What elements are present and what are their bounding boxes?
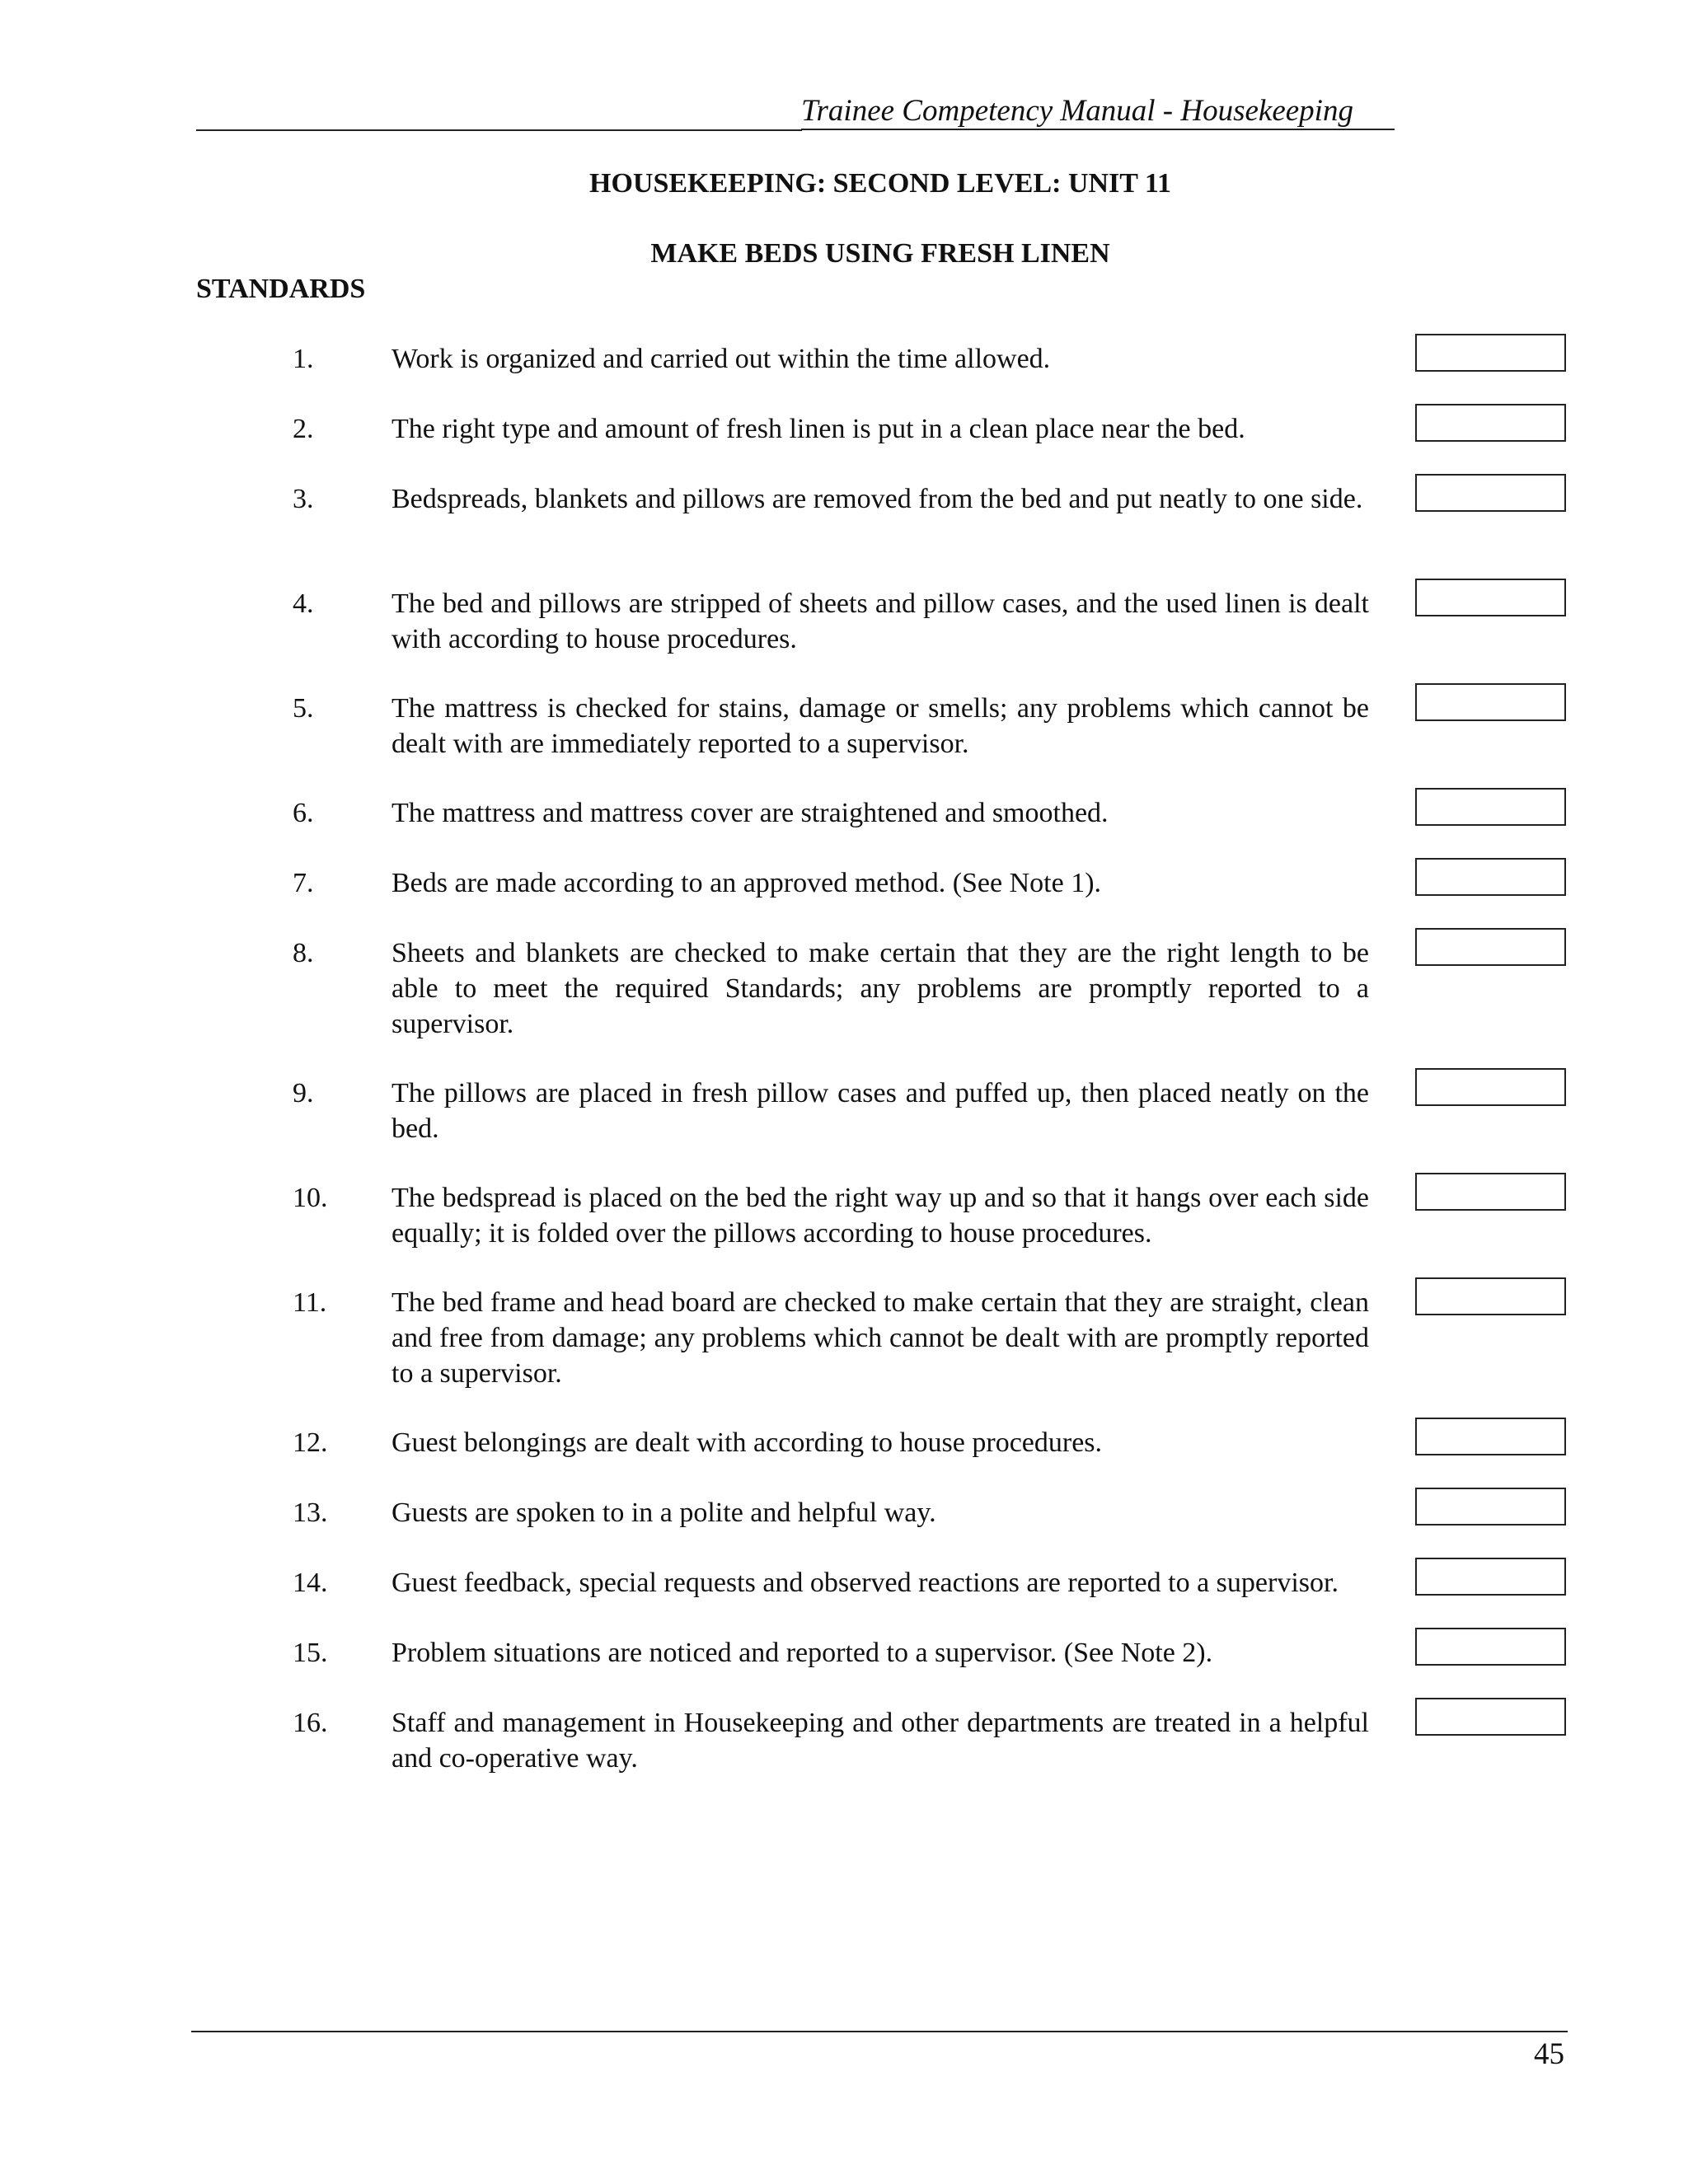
standard-text: The pillows are placed in fresh pillow cases and puffed up, then placed neatly on the bed.: [392, 1078, 1369, 1144]
standard-checkbox[interactable]: [1415, 474, 1566, 512]
standard-number: 8.: [293, 938, 314, 968]
standard-text: Guest belongings are dealt with according to house procedures.: [392, 1427, 1103, 1458]
standard-number: 7.: [293, 868, 314, 898]
standard-checkbox[interactable]: [1415, 1068, 1566, 1106]
standards-heading: STANDARDS: [196, 274, 366, 304]
standard-number: 6.: [293, 798, 314, 828]
standard-checkbox[interactable]: [1415, 334, 1566, 372]
standard-text: Guests are spoken to in a polite and helpful way.: [392, 1497, 936, 1528]
standard-text: Bedspreads, blankets and pillows are removed from the bed and put neatly to one side.: [392, 484, 1363, 514]
standard-checkbox[interactable]: [1415, 1488, 1566, 1526]
standard-number: 10.: [293, 1183, 328, 1213]
standard-number: 12.: [293, 1427, 328, 1458]
standard-checkbox[interactable]: [1415, 1173, 1566, 1211]
standard-number: 1.: [293, 344, 314, 374]
standard-checkbox[interactable]: [1415, 1418, 1566, 1455]
standard-checkbox[interactable]: [1415, 404, 1566, 442]
standard-text: Problem situations are noticed and reported to a supervisor. (See Note 2).: [392, 1638, 1213, 1668]
standard-text: The right type and amount of fresh linen is put in a clean place near the bed.: [392, 414, 1245, 444]
standard-checkbox[interactable]: [1415, 683, 1566, 721]
standard-text: The bedspread is placed on the bed the right way up and so that it hangs over each side equally; it is folded over the pillows according to house procedures.: [392, 1183, 1369, 1249]
standard-number: 5.: [293, 693, 314, 724]
standard-number: 3.: [293, 484, 314, 514]
unit-title: HOUSEKEEPING: SECOND LEVEL: UNIT 11: [589, 168, 1171, 199]
standard-text: The bed and pillows are stripped of sheets and pillow cases, and the used linen is dealt with according to house procedures.: [392, 588, 1369, 654]
standard-number: 16.: [293, 1708, 328, 1738]
standard-number: 14.: [293, 1568, 328, 1598]
header-rule: [196, 129, 802, 131]
standard-checkbox[interactable]: [1415, 1628, 1566, 1666]
standard-checkbox[interactable]: [1415, 1698, 1566, 1736]
standard-checkbox[interactable]: [1415, 928, 1566, 966]
standard-checkbox[interactable]: [1415, 788, 1566, 826]
standard-checkbox[interactable]: [1415, 1558, 1566, 1596]
standard-text: The mattress and mattress cover are straightened and smoothed.: [392, 798, 1109, 828]
standard-number: 4.: [293, 588, 314, 619]
standard-text: Staff and management in Housekeeping and other departments are treated in a helpful and co-operative way.: [392, 1708, 1369, 1774]
unit-subtitle: MAKE BEDS USING FRESH LINEN: [650, 238, 1110, 269]
standard-text: Sheets and blankets are checked to make certain that they are the right length to be able to meet the required Standards; any problems are promptly reported to a supervisor.: [392, 938, 1369, 1039]
standard-number: 2.: [293, 414, 314, 444]
standard-text: Work is organized and carried out within the time allowed.: [392, 344, 1051, 374]
standard-number: 15.: [293, 1638, 328, 1668]
standard-checkbox[interactable]: [1415, 579, 1566, 616]
standard-text: Beds are made according to an approved method. (See Note 1).: [392, 868, 1102, 898]
standard-text: The mattress is checked for stains, damage or smells; any problems which cannot be dealt with are immediately reported to a supervisor.: [392, 693, 1369, 759]
standard-text: The bed frame and head board are checked to make certain that they are straight, clean and free from damage; any problems which cannot be dealt with are promptly reported to a supervisor.: [392, 1287, 1369, 1389]
standard-checkbox[interactable]: [1415, 858, 1566, 896]
header-title: Trainee Competency Manual - Housekeeping: [801, 92, 1395, 130]
standard-number: 13.: [293, 1497, 328, 1528]
footer-rule: [191, 2031, 1568, 2032]
standard-number: 11.: [293, 1287, 327, 1318]
standard-number: 9.: [293, 1078, 314, 1108]
standard-checkbox[interactable]: [1415, 1277, 1566, 1315]
page-number: 45: [1534, 2037, 1564, 2071]
standard-text: Guest feedback, special requests and observed reactions are reported to a supervisor.: [392, 1568, 1339, 1598]
